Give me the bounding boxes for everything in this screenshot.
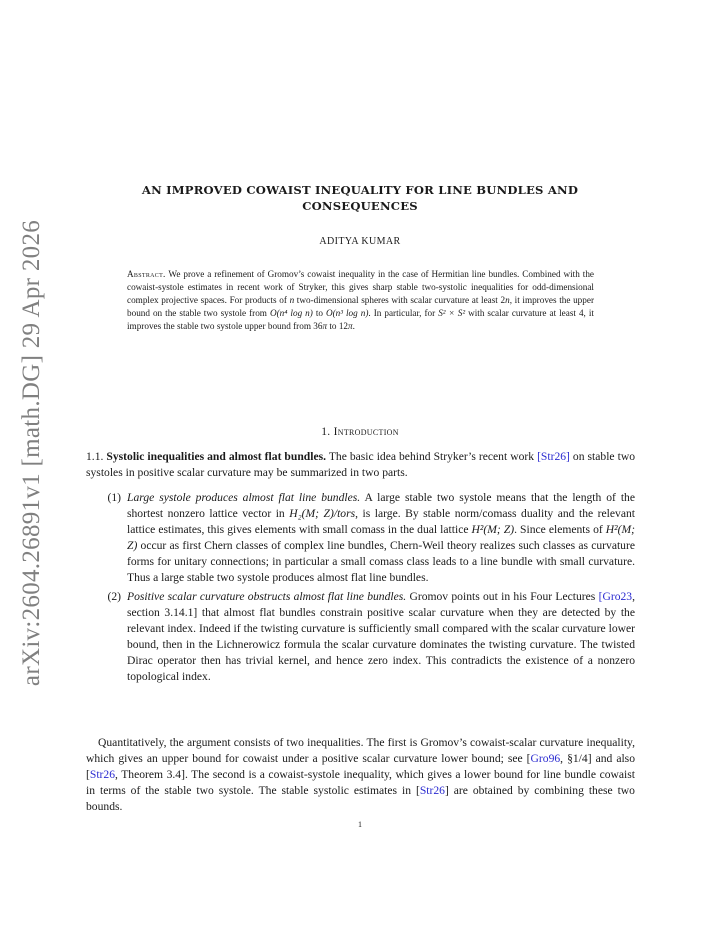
list-item bbox=[86, 490, 635, 587]
list-item-lead: Large systole produces almost flat line bundles. bbox=[127, 491, 361, 504]
abstract-text: . bbox=[352, 321, 355, 332]
paragraph-text: , Theorem 3.4]. The second is a cowaist-systole inequality, which gives a lower bound for line bundle cowaist in terms of the stable two systole. The stable systolic estimates in [ bbox=[86, 768, 635, 798]
list-item-text: A large stable two systole means that the length of the shortest nonzero lattice vector in bbox=[127, 491, 635, 521]
citation-link[interactable]: Str26 bbox=[89, 768, 115, 782]
subsection-number: 1.1. bbox=[86, 450, 104, 463]
citation-link[interactable]: [Gro23 bbox=[598, 589, 633, 603]
paragraph-text: Quantitatively, the argument consists of two inequalities. The first is Gromov’s cowaist-scalar curvature inequality, which gives an upper bound for cowaist under a positive scalar curvature lower bound; see [ bbox=[86, 736, 635, 766]
math: H²(M; Z) bbox=[471, 523, 515, 537]
math: O(n³ log n) bbox=[325, 308, 369, 319]
math: n bbox=[505, 295, 510, 306]
list-item-body bbox=[127, 490, 635, 587]
math: π bbox=[348, 321, 353, 332]
citation-link[interactable]: [Str26] bbox=[537, 450, 570, 463]
list-item-text: occur as first Chern classes of complex line bundles, Chern-Weil theory realizes such classes as curvature forms for unitary connections; in particular a small comass class leads to a line bundle with small curvature. Thus a large stable two systole produces almost flat line bundles. bbox=[127, 539, 635, 585]
list-item-number: (2) bbox=[107, 589, 121, 603]
enumerated-list bbox=[86, 490, 635, 687]
subsection-paragraph bbox=[86, 449, 635, 481]
page-number: 1 bbox=[358, 820, 362, 829]
list-item-body bbox=[127, 589, 635, 686]
section-number: 1. bbox=[321, 426, 331, 438]
paragraph-text: ] are obtained by combining these two bounds. bbox=[86, 784, 635, 814]
abstract-text: , it improves the upper bound on the stable two systole from bbox=[127, 295, 595, 319]
math: S² × S² bbox=[438, 308, 466, 319]
arxiv-identifier: arXiv:2604.26891v1 [math.DG] 29 Apr 2026 bbox=[18, 219, 45, 687]
section-heading bbox=[90, 426, 630, 438]
abstract-text: . In particular, for bbox=[368, 308, 439, 319]
math: π bbox=[322, 321, 328, 332]
paragraph bbox=[86, 735, 635, 815]
arxiv-sidebar bbox=[14, 219, 50, 687]
list-item-lead: Positive scalar curvature obstructs almost flat line bundles. bbox=[127, 589, 407, 603]
subsection-title: Systolic inequalities and almost flat bundles. bbox=[106, 450, 327, 463]
abstract-text: to bbox=[312, 308, 326, 319]
paragraph-text: The basic idea behind Stryker’s recent work bbox=[326, 450, 538, 463]
citation-link[interactable]: Str26 bbox=[419, 784, 445, 798]
list-item-text: Gromov points out in his Four Lectures bbox=[406, 589, 599, 603]
abstract-text: two-dimensional spheres with scalar curvature at least 2 bbox=[294, 295, 506, 306]
abstract-text: with scalar curvature at least 4, it improves the stable two systole upper bound from 36 bbox=[127, 308, 594, 332]
citation-link[interactable]: Gro96 bbox=[530, 752, 561, 766]
math: H²(M; Z) bbox=[127, 523, 635, 553]
title-line-2: CONSEQUENCES bbox=[302, 199, 418, 213]
abstract-text: to 12 bbox=[327, 321, 349, 332]
abstract bbox=[127, 268, 594, 333]
list-item-text: , is large. By stable norm/comass duality and the relevant lattice estimates, this gives elements with small comass in the dual lattice bbox=[127, 507, 635, 537]
math: O(n⁴ log n) bbox=[269, 308, 313, 319]
abstract-label: Abstract. bbox=[127, 269, 166, 279]
math: n bbox=[289, 295, 295, 306]
list-item-number: (1) bbox=[107, 491, 121, 504]
author-name: ADITYA KUMAR bbox=[319, 236, 401, 247]
list-item bbox=[86, 589, 635, 686]
paragraph-text: , §1/4] and also [ bbox=[86, 752, 635, 782]
math: H₂(M; Z)/tors bbox=[289, 507, 356, 521]
list-item-text: . Since elements of bbox=[514, 523, 606, 537]
section-title: Introduction bbox=[333, 426, 399, 438]
list-item-text: that almost flat bundles constrain positive scalar curvature when they are detected by the relevant index. Indeed if the twisting curvature is sufficiently small compared with the scalar curvature lower bound, then in the Lichnerowicz formula the scalar curvature dominates the twisting curvature. The twisted Dirac operator then has trivial kernel, and hence zero index. This contradicts the existence of a nonzero topological index. bbox=[127, 605, 635, 684]
abstract-text: We prove a refinement of Gromov’s cowaist inequality in the case of Hermitian line bundles. Combined with the cowaist-systole estimates in recent work of Stryker, this gives sharp stable two-systolic inequalities for odd-dimensional complex projective spaces. For products of bbox=[127, 269, 594, 306]
paper-title bbox=[90, 182, 630, 214]
paragraph-text: on stable two systoles in positive scalar curvature may be summarized in two parts. bbox=[86, 450, 635, 480]
citation-detail: , section 3.14.1] bbox=[127, 589, 635, 619]
title-line-1: AN IMPROVED COWAIST INEQUALITY FOR LINE BUNDLES AND bbox=[141, 183, 579, 197]
